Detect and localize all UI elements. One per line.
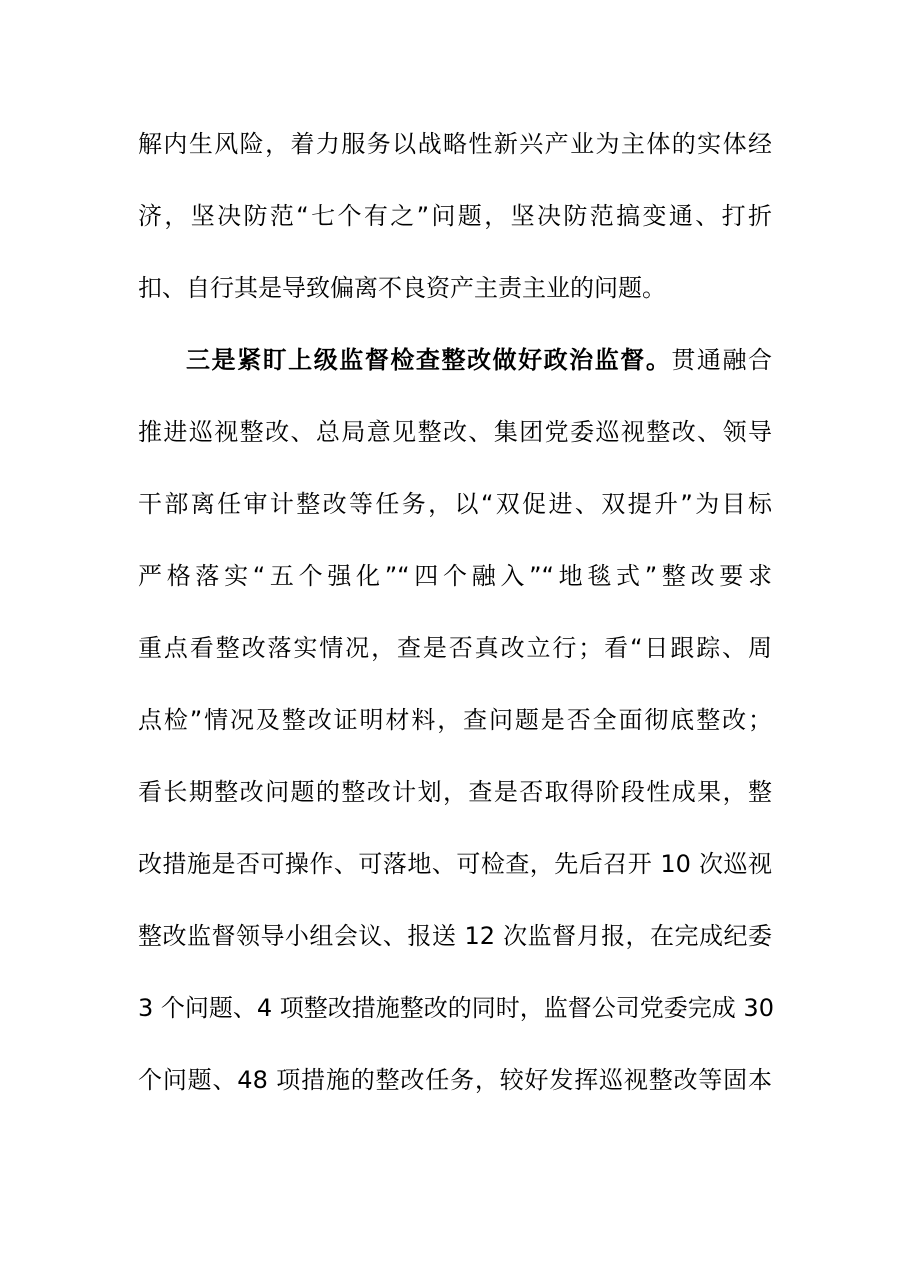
paragraph-line: 扣、自行其是导致偏离不良资产主责主业的问题。 [138, 274, 666, 302]
paragraph-line: 严格落实“五个强化”“四个融入”“地毯式”整改要求 [138, 562, 772, 590]
paragraph-line: 解内生风险，着力服务以战略性新兴产业为主体的实体经 [138, 130, 772, 158]
paragraph-line: 3 个问题、4 项整改措施整改的同时，监督公司党委完成 30 [138, 994, 774, 1022]
paragraph-line: 推进巡视整改、总局意见整改、集团党委巡视整改、领导 [138, 418, 772, 446]
section-heading: 三是紧盯上级监督检查整改做好政治监督。 [186, 346, 672, 374]
paragraph-line: 整改监督领导小组会议、报送 12 次监督月报，在完成纪委 [138, 922, 772, 950]
paragraph-line: 改措施是否可操作、可落地、可检查，先后召开 10 次巡视 [138, 850, 772, 878]
paragraph-line: 干部离任审计整改等任务，以“双促进、双提升”为目标 [138, 490, 772, 518]
paragraph-line: 个问题、48 项措施的整改任务，较好发挥巡视整改等固本 [138, 1066, 772, 1094]
paragraph-line: 看长期整改问题的整改计划，查是否取得阶段性成果，整 [138, 778, 772, 806]
paragraph-line: 重点看整改落实情况，查是否真改立行；看“日跟踪、周 [138, 634, 772, 662]
paragraph-line: 济，坚决防范“七个有之”问题，坚决防范搞变通、打折 [138, 202, 772, 230]
paragraph-first-line [186, 344, 772, 376]
paragraph-text: 贯通融合 [671, 346, 773, 374]
paragraph-line: 点检”情况及整改证明材料，查问题是否全面彻底整改； [138, 706, 772, 734]
